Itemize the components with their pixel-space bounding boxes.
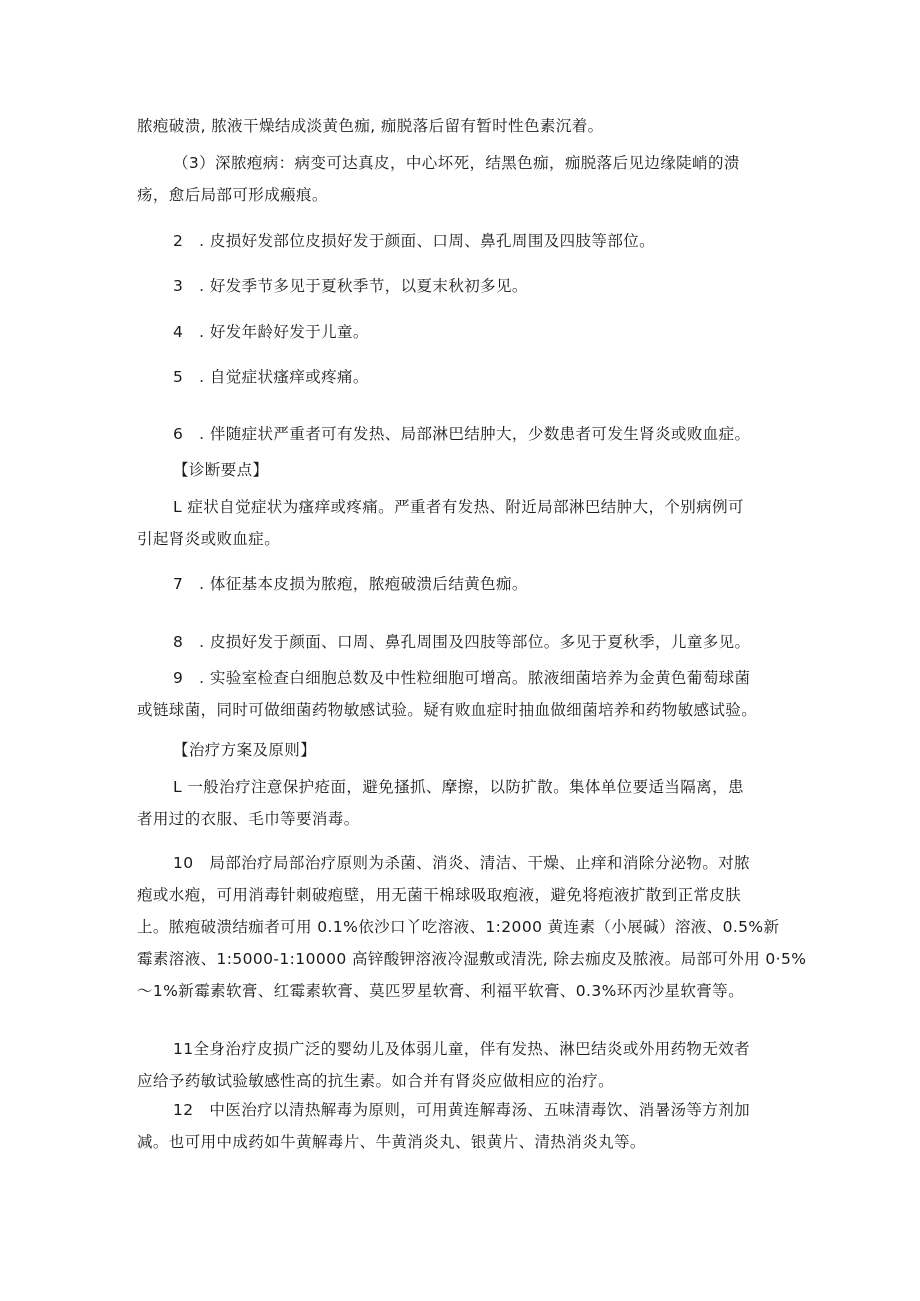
text-line: 6 . 伴随症状严重者可有发热、局部淋巴结肿大，少数患者可发生肾炎或败血症。: [173, 425, 751, 443]
paragraph-item-8: [137, 626, 797, 658]
text-line: 11全身治疗皮损广泛的婴幼儿及体弱儿童，伴有发热、淋巴结炎或外用药物无效者: [173, 1040, 751, 1058]
text-line: 霉素溶液、1:5000-1:10000 高锌酸钾溶液冷湿敷或清洗, 除去痂皮及脓液。局部可外用 0·5%: [137, 950, 807, 968]
paragraph-symptoms: [137, 491, 797, 555]
text-line: 4 . 好发年龄好发于儿童。: [173, 323, 369, 341]
text-line: L 一般治疗注意保护疮面，避免搔抓、摩擦，以防扩散。集体单位要适当隔离，患: [173, 778, 744, 796]
heading-treatment: 【治疗方案及原则】: [173, 741, 317, 759]
text-line: 3 . 好发季节多见于夏秋季节，以夏末秋初多见。: [173, 277, 528, 295]
paragraph-general-treatment: [137, 771, 797, 835]
text-line: 脓疱破溃, 脓液干燥结成淡黄色痂, 痂脱落后留有暂时性色素沉着。: [137, 117, 604, 135]
text-line: ～1%新霉素软膏、红霉素软膏、莫匹罗星软膏、利福平软膏、0.3%环丙沙星软膏等。: [137, 982, 744, 1000]
text-line: 应给予药敏试验敏感性高的抗生素。如合并有肾炎应做相应的治疗。: [137, 1072, 615, 1090]
paragraph-deep-pustule: [137, 147, 797, 211]
text-line: 7 . 体征基本皮损为脓疱，脓疱破溃后结黄色痂。: [173, 575, 528, 593]
paragraph-item-5: [137, 361, 797, 393]
paragraph-item-6: [137, 418, 797, 450]
text-line: 疱或水疱，可用消毒针刺破疱壁，用无菌干棉球吸取疱液，避免将疱液扩散到正常皮肤: [137, 886, 742, 904]
paragraph-local-treatment: [137, 847, 807, 1007]
text-line: 9 . 实验室检查白细胞总数及中性粒细胞可增高。脓液细菌培养为金黄色葡萄球菌: [173, 669, 751, 687]
text-line: 2 . 皮损好发部位皮损好发于颜面、口周、鼻孔周围及四肢等部位。: [173, 232, 656, 250]
paragraph-item-9: [137, 662, 797, 726]
text-line: 者用过的衣服、毛巾等要消毒。: [137, 810, 360, 828]
paragraph-pustule-rupture: [137, 110, 797, 142]
text-line: 12 中医治疗以清热解毒为原则，可用黄连解毒汤、五味清毒饮、消暑汤等方剂加: [173, 1101, 751, 1119]
paragraph-item-2: [137, 225, 797, 257]
text-line: 10 局部治疗局部治疗原则为杀菌、消炎、清洁、干燥、止痒和消除分泌物。对脓: [173, 854, 751, 872]
text-line: 疡，愈后局部可形成瘢痕。: [137, 186, 328, 204]
paragraph-item-4: [137, 316, 797, 348]
text-line: 8 . 皮损好发于颜面、口周、鼻孔周围及四肢等部位。多见于夏秋季，儿童多见。: [173, 633, 751, 651]
paragraph-tcm-treatment: [137, 1094, 797, 1158]
heading-diagnosis: 【诊断要点】: [173, 461, 269, 479]
paragraph-systemic-treatment: [137, 1033, 797, 1097]
text-line: L 症状自觉症状为瘙痒或疼痛。严重者有发热、附近局部淋巴结肿大，个别病例可: [173, 498, 744, 516]
text-line: 5 . 自觉症状瘙痒或疼痛。: [173, 368, 369, 386]
text-line: （3）深脓疱病：病变可达真皮，中心坏死，结黑色痂，痂脱落后见边缘陡峭的溃: [173, 154, 740, 172]
text-line: 上。脓疱破溃结痂者可用 0.1%依沙口丫吃溶液、1:2000 黄连素（小展碱）溶液、0.5%新: [137, 918, 780, 936]
text-line: 减。也可用中成药如牛黄解毒片、牛黄消炎丸、银黄片、清热消炎丸等。: [137, 1133, 646, 1151]
text-line: 或链球菌，同时可做细菌药物敏感试验。疑有败血症时抽血做细菌培养和药物敏感试验。: [137, 701, 758, 719]
paragraph-item-7: [137, 568, 797, 600]
text-line: 引起肾炎或败血症。: [137, 530, 281, 548]
paragraph-item-3: [137, 270, 797, 302]
